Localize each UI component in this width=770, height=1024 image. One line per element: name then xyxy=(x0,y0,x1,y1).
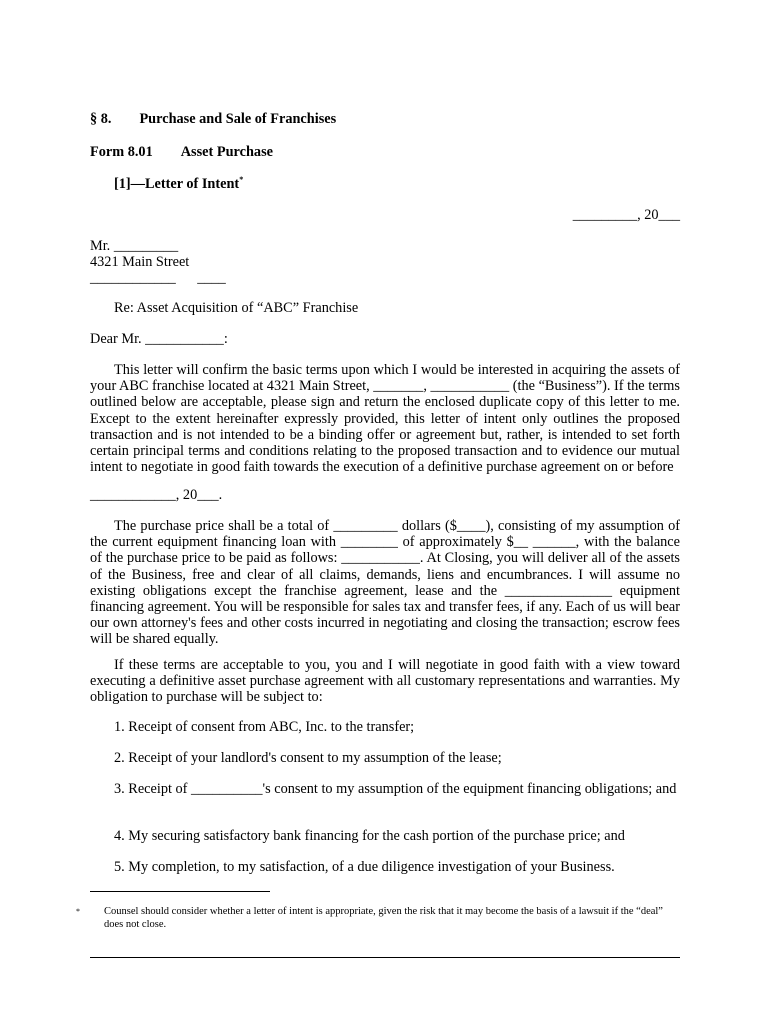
form-title: Asset Purchase xyxy=(180,144,273,160)
paragraph-intro xyxy=(90,362,680,475)
footnote-divider xyxy=(90,891,270,892)
date-line: _________, 20___ xyxy=(572,207,680,223)
condition-item xyxy=(90,781,680,797)
paragraph-purchase-price-text: The purchase price shall be a total of _________ dollars ($____), consisting of my assumption of the current equipment financing loan with ________ of approximately $__ ______, with the balance of the purchase price to be paid as follows: ___________. At Closing, you will deliver all of the assets of the Business, free and clear of all claims, demands, liens and encumbrances. I will assume no existing obligations except the franchise agreement, lease and the _______________ equipment financing agreement. You will be responsible for sales tax and transfer fees, if any. Each of us will bear our own attorney's fees and other costs incurred in negotiating and closing the transaction; escrow fees will be shared equally. xyxy=(90,518,680,648)
paragraph-intro-text: This letter will confirm the basic terms upon which I would be interested in acquiring the assets of your ABC franchise located at 4321 Main Street, _______, ___________ (the “Business”). If the terms outlined below are acceptable, please sign and return the enclosed duplicate copy of this letter to me. Except to the extent hereinafter expressly provided, this letter of intent only outlines the proposed transaction and is not intended to be a binding offer or agreement but, rather, is intended to set forth certain principal terms and conditions relating to the proposed transaction and to evidence our mutual intent to negotiate in good faith towards the execution of a definitive purchase agreement on or before xyxy=(90,362,680,476)
form-number: Form 8.01 xyxy=(90,144,153,160)
footnote-text: Counsel should consider whether a letter of intent is appropriate, given the risk that it may become the basis of a lawsuit if the “deal” does not close. xyxy=(104,906,663,930)
condition-item: 4. My securing satisfactory bank financing for the cash portion of the purchase price; and xyxy=(114,828,625,844)
condition-item: 2. Receipt of your landlord's consent to my assumption of the lease; xyxy=(114,750,502,766)
footnote-marker: * xyxy=(76,907,80,916)
condition-item: 5. My completion, to my satisfaction, of a due diligence investigation of your Business. xyxy=(114,859,615,875)
addressee-street: 4321 Main Street xyxy=(90,254,190,270)
condition-item: 1. Receipt of consent from ABC, Inc. to the transfer; xyxy=(114,719,415,735)
section-heading xyxy=(90,111,336,127)
section-number: § 8. xyxy=(90,111,112,127)
footnote xyxy=(76,905,680,931)
form-heading xyxy=(90,144,273,160)
subsection-heading xyxy=(114,176,243,192)
paragraph-conditions-intro-text: If these terms are acceptable to you, you and I will negotiate in good faith with a view toward executing a definitive asset purchase agreement with all customary representations and warranties. My obligation to purchase will be subject to: xyxy=(90,657,680,706)
salutation: Dear Mr. ___________: xyxy=(90,331,228,347)
footnote-reference: * xyxy=(239,175,244,185)
re-line: Re: Asset Acquisition of “ABC” Franchise xyxy=(114,300,359,316)
addressee-name: Mr. _________ xyxy=(90,238,179,254)
subsection-title: [1]—Letter of Intent xyxy=(114,176,240,192)
condition-item-text: 3. Receipt of __________'s consent to my assumption of the equipment financing obligations; and xyxy=(114,781,677,797)
addressee-city-line: ____________ ____ xyxy=(90,270,226,286)
page-bottom-rule xyxy=(90,957,680,958)
paragraph-conditions-intro xyxy=(90,657,680,706)
paragraph-intro-date: ____________, 20___. xyxy=(90,487,223,503)
paragraph-purchase-price xyxy=(90,518,680,648)
section-title: Purchase and Sale of Franchises xyxy=(139,111,337,127)
